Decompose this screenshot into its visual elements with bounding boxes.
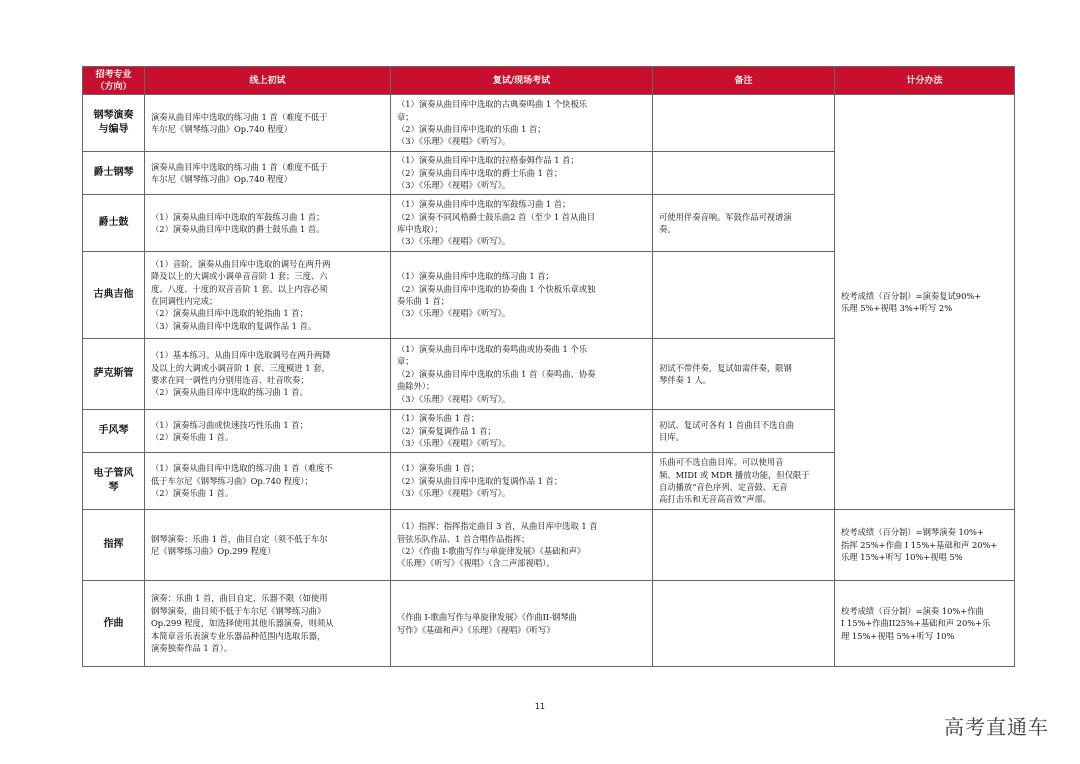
note-cell (653, 95, 835, 152)
header-notes: 备注 (653, 67, 835, 95)
note-cell (653, 252, 835, 339)
online-cell: 演奏：乐曲 1 首，曲目自定，乐器不限（如使用 钢琴演奏，曲目须不低于车尔尼《钢琴练习曲》 Op.299 程度，如选择使用其他乐器演奏，则须从 本简章音乐表演专业乐器品种范围内选取乐器， 演奏独奏作品 1 首）。 (145, 581, 391, 667)
watermark-text: 高考直通车 (944, 715, 1049, 739)
major-cell: 古典吉他 (83, 252, 145, 339)
major-cell: 电子管风 琴 (83, 453, 145, 510)
major-cell: 作曲 (83, 581, 145, 667)
note-cell: 乐曲可不选自曲目库。可以使用音 频、MIDI 或 MDR 播放功能，但仅限于 自动播放“音色序列、定音鼓、无音 高打击乐和无音高音效”声部。 (653, 453, 835, 510)
retest-cell: （1）演奏乐曲 1 首； （2）演奏复调作品 1 首； （3）《乐理》《视唱》《听写》。 (391, 410, 653, 453)
header-major: 招考专业 （方向） (83, 67, 145, 95)
header-online-test: 线上初试 (145, 67, 391, 95)
major-cell: 钢琴演奏 与编导 (83, 95, 145, 152)
note-cell: 初试不带伴奏，复试如需伴奏，限钢 琴伴奏 1 人。 (653, 339, 835, 410)
major-cell: 萨克斯管 (83, 339, 145, 410)
retest-cell: （1）演奏从曲目库中选取的军鼓练习曲 1 首； （2）演奏不同风格爵士鼓乐曲2 首（至少 1 首从曲目 库中选取）； （3）《乐理》《视唱》《听写》。 (391, 195, 653, 252)
note-cell (653, 152, 835, 195)
header-retest: 复试/现场考试 (391, 67, 653, 95)
online-cell: 钢琴演奏：乐曲 1 首，曲目自定（须不低于车尔 尼《钢琴练习曲》Op.299 程度） (145, 510, 391, 581)
header-scoring: 计分办法 (835, 67, 1015, 95)
online-cell: （1）基本练习。从曲目库中选取调号在两升两降 及以上的大调或小调音阶 1 套、三度模进 1 套， 要求在同一调性内分别用连音、吐音吹奏； （2）演奏从曲目库中选取的练习曲 1 首。 (145, 339, 391, 410)
scoring-cell: 校考成绩（百分制）=钢琴演奏 10%+ 指挥 25%+作曲 I 15%+基础和声 20%+ 乐理 15%+听写 10%+视唱 5% (835, 510, 1015, 581)
online-cell: （1）演奏练习曲或快速技巧性乐曲 1 首； （2）演奏乐曲 1 首。 (145, 410, 391, 453)
retest-cell: 《作曲 I-歌曲写作与单旋律发展》《作曲II-钢琴曲 写作》《基础和声》《乐理》《视唱》《听写》 (391, 581, 653, 667)
note-cell (653, 510, 835, 581)
online-cell: 演奏从曲目库中选取的练习曲 1 首（难度不低于 车尔尼《钢琴练习曲》Op.740 程度） (145, 95, 391, 152)
page-number: 11 (534, 702, 546, 711)
scoring-cell: 校考成绩（百分制）=演奏 10%+作曲 I 15%+作曲II25%+基础和声 20%+乐 理 15%+视唱 5%+听写 10% (835, 581, 1015, 667)
table-header-row (83, 67, 1015, 95)
table-row (83, 581, 1015, 667)
major-cell: 手风琴 (83, 410, 145, 453)
note-cell: 初试、复试可各有 1 首曲目不选自曲 目库。 (653, 410, 835, 453)
online-cell: （1）演奏从曲目库中选取的军鼓练习曲 1 首； （2）演奏从曲目库中选取的爵士鼓乐曲 1 首。 (145, 195, 391, 252)
note-cell (653, 581, 835, 667)
major-cell: 指挥 (83, 510, 145, 581)
retest-cell: （1）指挥：指挥指定曲目 3 首，从曲目库中选取 1 首 管弦乐队作品、1 首合唱作品指挥； （2）《作曲 I-歌曲写作与单旋律发展》《基础和声》 《乐理》《听写》《视唱》（含二声部视唱）。 (391, 510, 653, 581)
admission-table (82, 66, 1015, 667)
shared-scoring-cell: 校考成绩（百分制）=演奏复试90%+ 乐理 5%+视唱 3%+听写 2% (835, 95, 1015, 510)
retest-cell: （1）演奏乐曲 1 首； （2）演奏从曲目库中选取的复调作品 1 首； （3）《乐理》《视唱》《听写》。 (391, 453, 653, 510)
major-cell: 爵士钢琴 (83, 152, 145, 195)
online-cell: （1）演奏从曲目库中选取的练习曲 1 首（难度不 低于车尔尼《钢琴练习曲》Op.740 程度）； （2）演奏乐曲 1 首。 (145, 453, 391, 510)
retest-cell: （1）演奏从曲目库中选取的练习曲 1 首； （2）演奏从曲目库中选取的协奏曲 1 个快板乐章或独 奏乐曲 1 首； （3）《乐理》《视唱》《听写》。 (391, 252, 653, 339)
table-row (83, 510, 1015, 581)
note-cell: 可使用伴奏音响。军鼓作品可视谱演 奏。 (653, 195, 835, 252)
table-row (83, 95, 1015, 152)
retest-cell: （1）演奏从曲目库中选取的奏鸣曲或协奏曲 1 个乐 章； （2）演奏从曲目库中选取的乐曲 1 首（奏鸣曲、协奏 曲除外）； （3）《乐理》《视唱》《听写》。 (391, 339, 653, 410)
online-cell: （1）音阶。演奏从曲目库中选取的调号在两升两 降及以上的大调或小调单音音阶 1 套；三度、六 度、八度、十度的双音音阶 1 套。以上内容必须 在同调性内完成； （2）演奏从曲目库中选取的轮指曲 1 首； （3）演奏从曲目库中选取的复调作品 1 首。 (145, 252, 391, 339)
online-cell: 演奏从曲目库中选取的练习曲 1 首（难度不低于 车尔尼《钢琴练习曲》Op.740 程度） (145, 152, 391, 195)
major-cell: 爵士鼓 (83, 195, 145, 252)
retest-cell: （1）演奏从曲目库中选取的拉格泰姆作品 1 首； （2）演奏从曲目库中选取的爵士乐曲 1 首； （3）《乐理》《视唱》《听写》。 (391, 152, 653, 195)
retest-cell: （1）演奏从曲目库中选取的古典奏鸣曲 1 个快板乐 章； （2）演奏从曲目库中选取的乐曲 1 首； （3）《乐理》《视唱》《听写》。 (391, 95, 653, 152)
